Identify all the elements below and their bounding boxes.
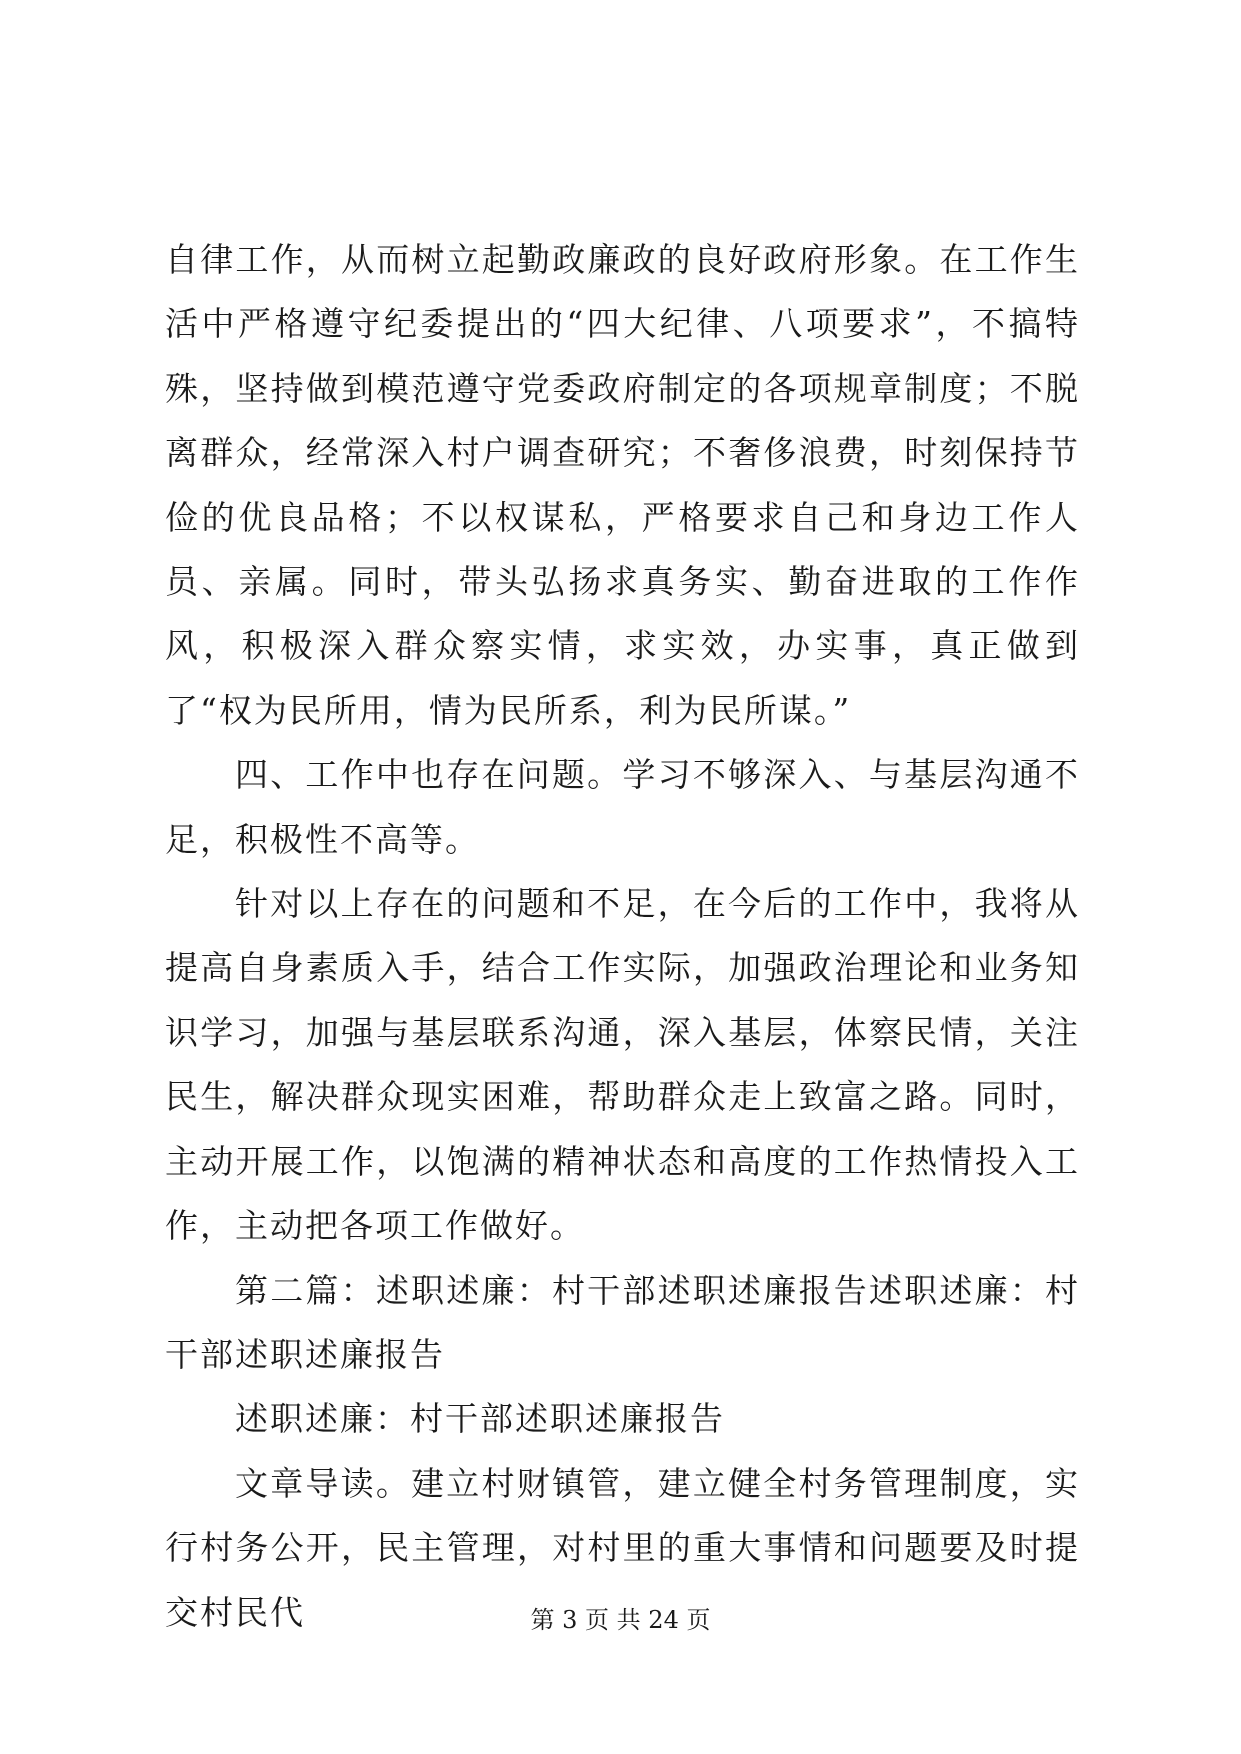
section-subtitle: 述职述廉：村干部述职述廉报告 — [235, 1399, 725, 1439]
section-heading: 第二篇：述职述廉：村干部述职述廉报告述职述廉：村干部述职述廉报告 — [165, 1270, 1080, 1374]
page-number: 第 3 页 共 24 页 — [530, 1606, 711, 1634]
paragraph-2: 四、工作中也存在问题。学习不够深入、与基层沟通不足，积极性不高等。 — [165, 755, 1080, 859]
document-body — [165, 228, 1080, 1645]
paragraph-3: 针对以上存在的问题和不足，在今后的工作中，我将从提高自身素质入手，结合工作实际，加强政治理论和业务知识学习，加强与基层联系沟通，深入基层，体察民情，关注民生，解决群众现实困难，帮助群众走上致富之路。同时，主动开展工作，以饱满的精神状态和高度的工作热情投入工作，主动把各项工作做好。 — [165, 884, 1080, 1246]
paragraph-6: 文章导读。建立村财镇管，建立健全村务管理制度，实行村务公开，民主管理，对村里的重大事情和问题要及时提交村民代 — [165, 1463, 1080, 1632]
paragraph-1: 自律工作，从而树立起勤政廉政的良好政府形象。在工作生活中严格遵守纪委提出的“四大纪律、八项要求”，不搞特殊，坚持做到模范遵守党委政府制定的各项规章制度；不脱离群众，经常深入村户调查研究；不奢侈浪费，时刻保持节俭的优良品格；不以权谋私，严格要求自己和身边工作人员、亲属。同时，带头弘扬求真务实、勤奋进取的工作作风，积极深入群众察实情，求实效，办实事，真正做到了“权为民所用，情为民所系，利为民所谋。” — [165, 240, 1080, 730]
